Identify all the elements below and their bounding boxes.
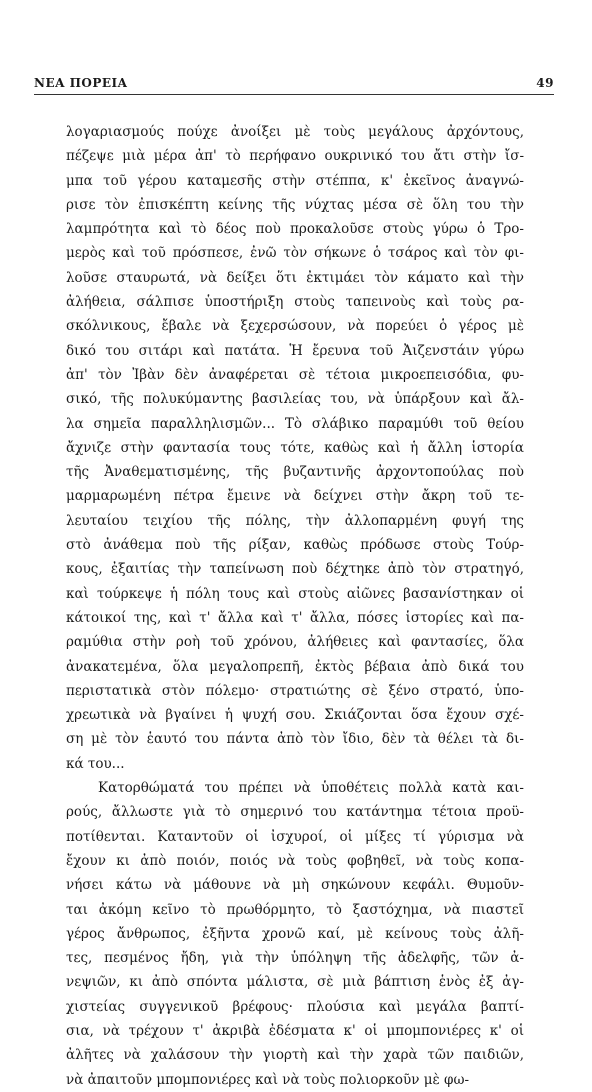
text-line: μπα τοῦ γέρου καταμεσῆς στὴν στέππα, κ' ἐκεῖνος ἀναγνώ- — [66, 172, 524, 189]
text-line: ἀλῆτες νὰ χαλάσουν τὴν γιορτὴ καὶ τὴν χαρὰ τῶν παιδιῶν, — [66, 1047, 524, 1064]
text-line: νὰ ἀπαιτοῦν μπομπονιέρες καὶ νὰ τοὺς πολιορκοῦν μὲ φω- — [66, 1071, 470, 1088]
text-line: λογαριασμούς πούχε ἀνοίξει μὲ τοὺς μεγάλους ἀρχόντους, — [66, 124, 524, 140]
text-line: λοῦσε σταυρωτά, νὰ δείξει ὅτι ἐκτιμάει τὸν κάματο καὶ τὴν — [66, 269, 524, 286]
text-line: σκόλνικους, ἔβαλε νὰ ξεχερσώσουν, νὰ πορεύει ὁ γέρος μὲ — [66, 318, 524, 335]
text-line: χρεωτικὰ νὰ βγαίνει ἡ ψυχή σου. Σκιάζονται ὅσα ἔχουν σχέ- — [66, 707, 524, 724]
paragraph — [66, 776, 524, 1092]
text-line: τῆς Ἀναθεματισμένης, τῆς βυζαντινῆς ἀρχοντοπούλας ποὺ — [66, 464, 524, 481]
text-line: νεψιῶν, κι ἀπὸ σπόντα μάλιστα, σὲ μιὰ βάπτιση ἑνὸς ἐξ ἀγ- — [66, 974, 524, 991]
text-line: χιστείας συγγενικοῦ βρέφους· πλούσια καὶ μεγάλα βαπτί- — [66, 998, 524, 1015]
body-text — [66, 120, 524, 1092]
text-line: ἄχνιζε στὴν φαντασία τους τότε, καθὼς καὶ ἡ ἄλλη ἱστορία — [66, 439, 524, 456]
text-line: ρισε τὸν ἐπισκέπτη κείνης τῆς νύχτας μέσα σὲ ὅλη του τὴν — [66, 196, 524, 213]
paragraph — [66, 120, 524, 776]
page-header — [34, 76, 554, 96]
text-line: λα σημεῖα παραλληλισμῶν... Τὸ σλάβικο παραμύθι τοῦ θείου — [66, 415, 524, 432]
text-line: μαρμαρωμένη πέτρα ἔμεινε νὰ δείχνει στὴν ἄκρη τοῦ τε- — [66, 488, 524, 505]
text-line: δικό του σιτάρι καὶ πατάτα. Ἡ ἔρευνα τοῦ Ἀιζενστάιν γύρω — [66, 342, 524, 359]
text-line: ἔχουν κι ἀπὸ ποιόν, ποιός νὰ τοὺς φοβηθεῖ, νὰ τοὺς κοπα- — [66, 852, 524, 869]
text-line: κάτοικοί της, καὶ τ' ἄλλα καὶ τ' ἄλλα, πόσες ἱστορίες καὶ πα- — [66, 609, 524, 626]
text-line: ἀπ' τὸν Ἰβὰν δὲν ἀναφέρεται σὲ τέτοια μικροεπεισόδια, φυ- — [66, 366, 524, 383]
text-line: σικό, τῆς πολυκύμαντης βασιλείας του, νὰ ὑπάρξουν καὶ ἄλ- — [66, 391, 524, 408]
text-line: λαμπρότητα καὶ τὸ δέος ποὺ προκαλοῦσε στοὺς γύρω ὁ Τρο- — [66, 221, 524, 238]
page-number: 49 — [536, 76, 554, 90]
text-line: Κατορθώματά του πρέπει νὰ ὑποθέτεις πολλὰ κατὰ και- — [98, 780, 524, 797]
text-line: σια, νὰ τρέχουν τ' ἀκριβὰ ἐδέσματα κ' οἱ μπομπονιέρες κ' οἱ — [66, 1022, 524, 1039]
text-line: ση μὲ τὸν ἑαυτό του πάντα ἀπὸ τὸν ἴδιο, δὲν τὰ θέλει τὰ δι- — [66, 731, 524, 748]
text-line: στὸ ἀνάθεμα ποὺ τῆς ρίξαν, καθὼς πρόδωσε στοὺς Τούρ- — [66, 537, 524, 554]
text-line: πέζεψε μιὰ μέρα ἀπ' τὸ περήφανο ουκρινικό του ἄτι στὴν ἴσ- — [66, 148, 524, 165]
text-line: ρούς, ἄλλωστε γιὰ τὸ σημερινό του κατάντημα τέτοια προϋ- — [66, 804, 524, 821]
text-line: ραμύθια στὴν ροὴ τοῦ χρόνου, ἀλήθειες καὶ φαντασίες, ὅλα — [66, 634, 524, 651]
text-line: κους, ἐξαιτίας τὴν ταπείνωση ποὺ δέχτηκε ἀπὸ τὸν στρατηγό, — [66, 561, 524, 578]
header-rule — [34, 94, 554, 95]
text-line: περιστατικὰ στὸν πόλεμο· στρατιώτης σὲ ξένο στρατό, ὑπο- — [66, 682, 524, 699]
text-line: μερὸς καὶ τοῦ πρόσπεσε, ἐνῶ τὸν σήκωνε ὁ τσάρος καὶ τὸν φι- — [66, 245, 524, 262]
text-line: ἀλήθεια, σάλπισε ὑποστήριξη στοὺς ταπεινοὺς καὶ τοὺς ρα- — [66, 294, 524, 311]
text-line: ἀνακατεμένα, ὅλα μεγαλοπρεπῆ, ἐκτὸς βέβαια ἀπὸ δικά του — [66, 658, 524, 675]
text-line: τες, πεσμένος ἤδη, γιὰ τὴν ὑπόληψη τῆς ἀδελφῆς, τῶν ἀ- — [66, 950, 524, 967]
text-line: λευταίου τειχίου τῆς πόλης, τὴν ἀλλοπαρμένη φυγή της — [66, 512, 524, 529]
text-line: καὶ τούρκεψε ἡ πόλη τους καὶ στοὺς αἰῶνες βασανίστηκαν οἱ — [66, 585, 524, 602]
text-line: κά του... — [66, 755, 125, 772]
text-line: ποτίθενται. Καταντοῦν οἱ ἰσχυροί, οἱ μίξες τί γύρισμα νὰ — [66, 828, 524, 845]
running-head: ΝΕΑ ΠΟΡΕΙΑ — [34, 76, 128, 90]
text-line: νήσει κάτω νὰ μάθουνε νὰ μὴ σηκώνουν κεφάλι. Θυμοῦν- — [66, 877, 524, 894]
text-line: ται ἀκόμη κεῖνο τὸ πρωθόρμητο, τὸ ξαστόχημα, νὰ πιαστεῖ — [66, 901, 524, 918]
text-line: γέρος ἄνθρωπος, ἐξῆντα χρονῶ καί, μὲ κείνους τοὺς ἀλῆ- — [66, 925, 524, 942]
